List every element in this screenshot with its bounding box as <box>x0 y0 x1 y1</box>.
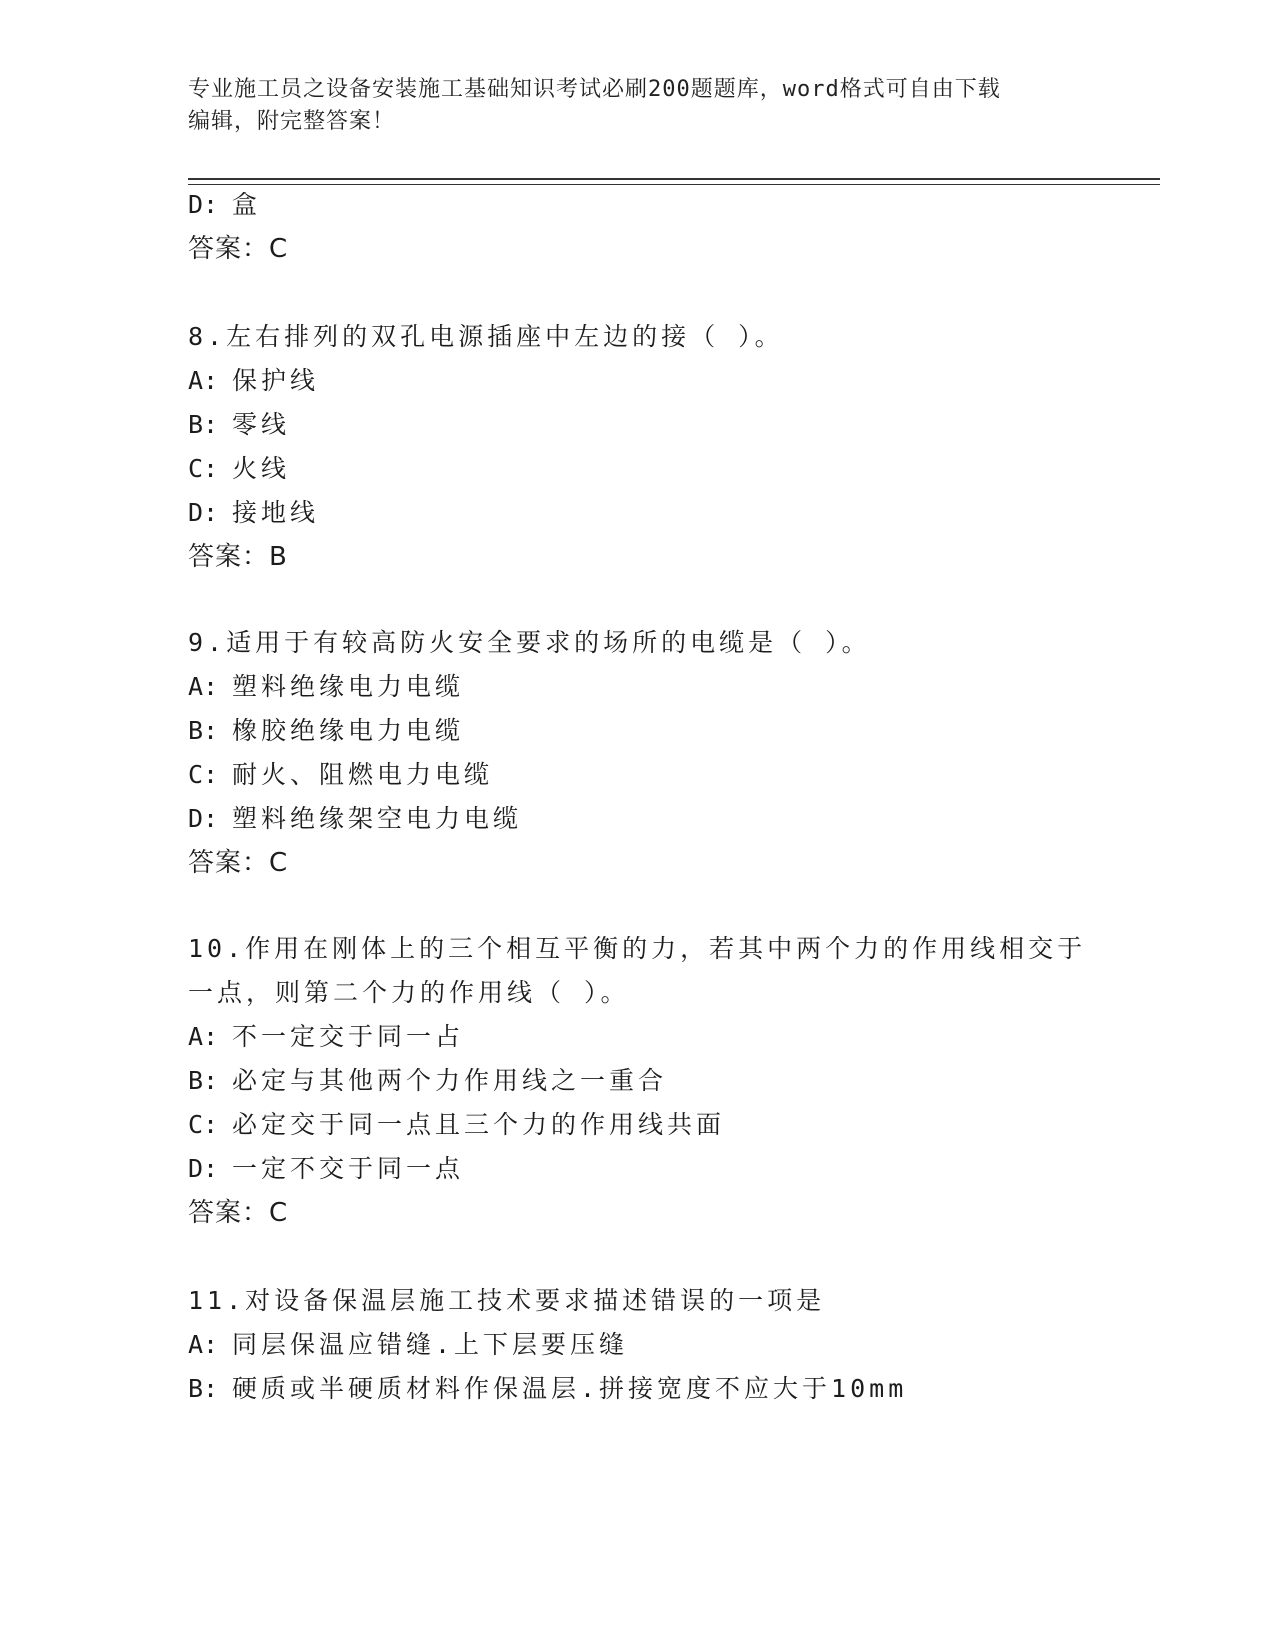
option-letter: D: <box>188 1154 219 1183</box>
question-10-stem-line-2: 一点，则第二个力的作用线（ ）。 <box>188 978 630 1007</box>
question-10-option-a <box>188 1020 464 1054</box>
option-letter: A: <box>188 1022 219 1051</box>
option-letter: A: <box>188 672 219 701</box>
question-9-option-b <box>188 714 464 748</box>
option-d <box>188 188 261 222</box>
header-rule-thin <box>188 184 1160 185</box>
header-title-line-2: 编辑，附完整答案！ <box>188 109 396 134</box>
option-letter: C: <box>188 454 219 483</box>
header-title-line-1: 专业施工员之设备安装施工基础知识考试必刷200题题库，word格式可自由下载 <box>188 77 1001 102</box>
header-rule-thick <box>188 178 1160 180</box>
option-letter: D: <box>188 498 219 527</box>
question-10-stem-line-1: 10.作用在刚体上的三个相互平衡的力，若其中两个力的作用线相交于 <box>188 934 1087 963</box>
option-letter: A: <box>188 366 219 395</box>
option-text: 接地线 <box>232 498 320 527</box>
option-letter: D: <box>188 190 219 219</box>
question-8-option-a <box>188 364 319 398</box>
question-10-answer: 答案：C <box>188 1198 289 1228</box>
question-9-option-c <box>188 758 493 792</box>
option-letter: C: <box>188 760 219 789</box>
option-text: 保护线 <box>232 366 320 395</box>
question-9-option-d <box>188 802 522 836</box>
option-text: 塑料绝缘电力电缆 <box>232 672 465 701</box>
option-letter: D: <box>188 804 219 833</box>
option-text: 一定不交于同一点 <box>232 1154 465 1183</box>
option-letter: C: <box>188 1110 219 1139</box>
question-8-stem: 8.左右排列的双孔电源插座中左边的接（ ）。 <box>188 322 784 351</box>
option-text: 耐火、阻燃电力电缆 <box>232 760 494 789</box>
question-11-option-b <box>188 1372 907 1406</box>
option-text: 零线 <box>232 410 291 439</box>
answer-line: 答案：C <box>188 234 289 264</box>
option-text: 塑料绝缘架空电力电缆 <box>232 804 523 833</box>
question-11-option-a <box>188 1328 628 1362</box>
question-8-answer: 答案：B <box>188 542 288 572</box>
question-9-option-a <box>188 670 464 704</box>
question-8-option-c <box>188 452 290 486</box>
option-text: 盒 <box>232 190 262 219</box>
option-text: 同层保温应错缝.上下层要压缝 <box>232 1330 629 1359</box>
option-letter: B: <box>188 1066 219 1095</box>
question-8-option-d <box>188 496 319 530</box>
question-11-stem: 11.对设备保温层施工技术要求描述错误的一项是 <box>188 1286 826 1315</box>
option-text: 必定交于同一点且三个力的作用线共面 <box>232 1110 726 1139</box>
document-header <box>188 74 1088 138</box>
question-9-answer: 答案：C <box>188 848 289 878</box>
question-10-option-c <box>188 1108 725 1142</box>
option-text: 橡胶绝缘电力电缆 <box>232 716 465 745</box>
option-letter: B: <box>188 410 219 439</box>
option-letter: B: <box>188 716 219 745</box>
option-text: 火线 <box>232 454 291 483</box>
option-text: 硬质或半硬质材料作保温层.拼接宽度不应大于10mm <box>232 1374 908 1403</box>
question-8-option-b <box>188 408 290 442</box>
question-10-option-b <box>188 1064 667 1098</box>
option-letter: A: <box>188 1330 219 1359</box>
option-text: 必定与其他两个力作用线之一重合 <box>232 1066 668 1095</box>
question-9-stem: 9.适用于有较高防火安全要求的场所的电缆是（ ）。 <box>188 628 871 657</box>
question-10-option-d <box>188 1152 464 1186</box>
option-text: 不一定交于同一占 <box>232 1022 465 1051</box>
option-letter: B: <box>188 1374 219 1403</box>
